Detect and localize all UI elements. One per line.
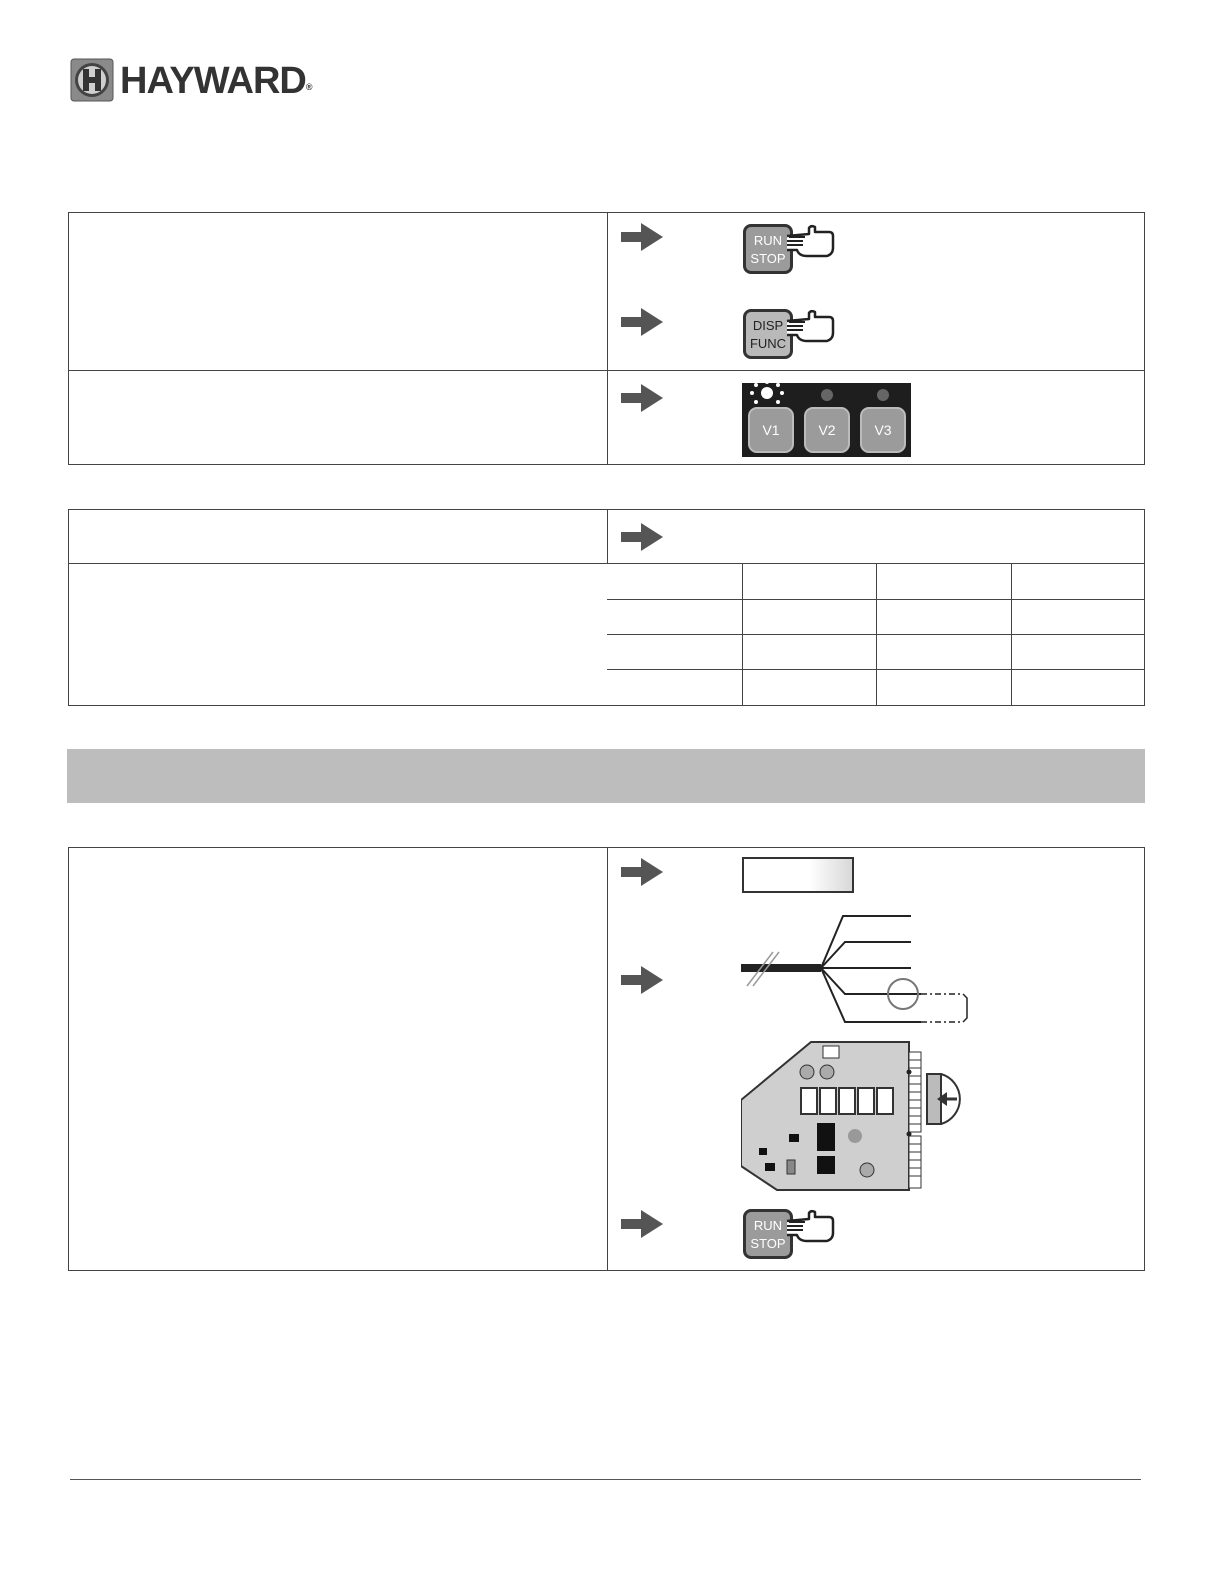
hayward-h-icon [70, 58, 114, 102]
pointing-hand-icon [785, 307, 837, 347]
grid-cell [876, 600, 1011, 635]
grid-cell [607, 670, 742, 706]
value-grid [607, 564, 1144, 705]
speed-keypad [742, 383, 911, 457]
grid-cell [1011, 564, 1146, 600]
table2-row2 [69, 563, 1144, 705]
v3-led [877, 389, 889, 401]
arrow-right-icon [620, 1209, 664, 1239]
instruction-table-1 [68, 212, 1145, 465]
registered-mark: ® [305, 82, 312, 92]
v1-button[interactable]: V1 [748, 407, 794, 453]
arrow-right-icon [620, 965, 664, 995]
v3-button[interactable]: V3 [860, 407, 906, 453]
lcd-display-icon [742, 857, 854, 893]
grid-cell [1011, 600, 1146, 635]
table1-row1 [69, 213, 1144, 370]
hayward-logo [70, 58, 340, 104]
table3-row1 [69, 848, 1144, 1270]
grid-cell [742, 670, 877, 706]
arrow-right-icon [620, 857, 664, 887]
footer-divider [70, 1479, 1141, 1480]
brand-wordmark: HAYWARD® [120, 60, 312, 102]
arrow-right-icon [620, 383, 664, 413]
arrow-right-icon [620, 522, 664, 552]
grid-cell [876, 635, 1011, 670]
arrow-right-icon [620, 307, 664, 337]
grid-cell [876, 564, 1011, 600]
run-stop-button[interactable]: RUN STOP [741, 222, 836, 278]
multi-wire-cable-icon [741, 912, 981, 1027]
grid-cell [742, 600, 877, 635]
pointing-hand-icon [785, 1207, 837, 1247]
grid-cell [876, 670, 1011, 706]
arrow-right-icon [620, 222, 664, 252]
disp-func-button[interactable]: DISP FUNC [741, 307, 836, 363]
pointing-hand-icon [785, 222, 837, 262]
led-blink-icon [746, 383, 788, 407]
grid-cell [742, 564, 877, 600]
grid-cell [1011, 635, 1146, 670]
instruction-table-2 [68, 509, 1145, 706]
grid-cell [607, 635, 742, 670]
v2-led [821, 389, 833, 401]
grid-cell [607, 564, 742, 600]
grid-cell [1011, 670, 1146, 706]
table1-row2 [69, 370, 1144, 464]
section-header-bar [67, 749, 1145, 803]
grid-cell [742, 635, 877, 670]
circuit-board-icon [741, 1038, 981, 1193]
v2-button[interactable]: V2 [804, 407, 850, 453]
grid-cell [607, 600, 742, 635]
table2-row1 [69, 510, 1144, 563]
run-stop-button[interactable]: RUN STOP [741, 1207, 836, 1263]
instruction-table-3 [68, 847, 1145, 1271]
